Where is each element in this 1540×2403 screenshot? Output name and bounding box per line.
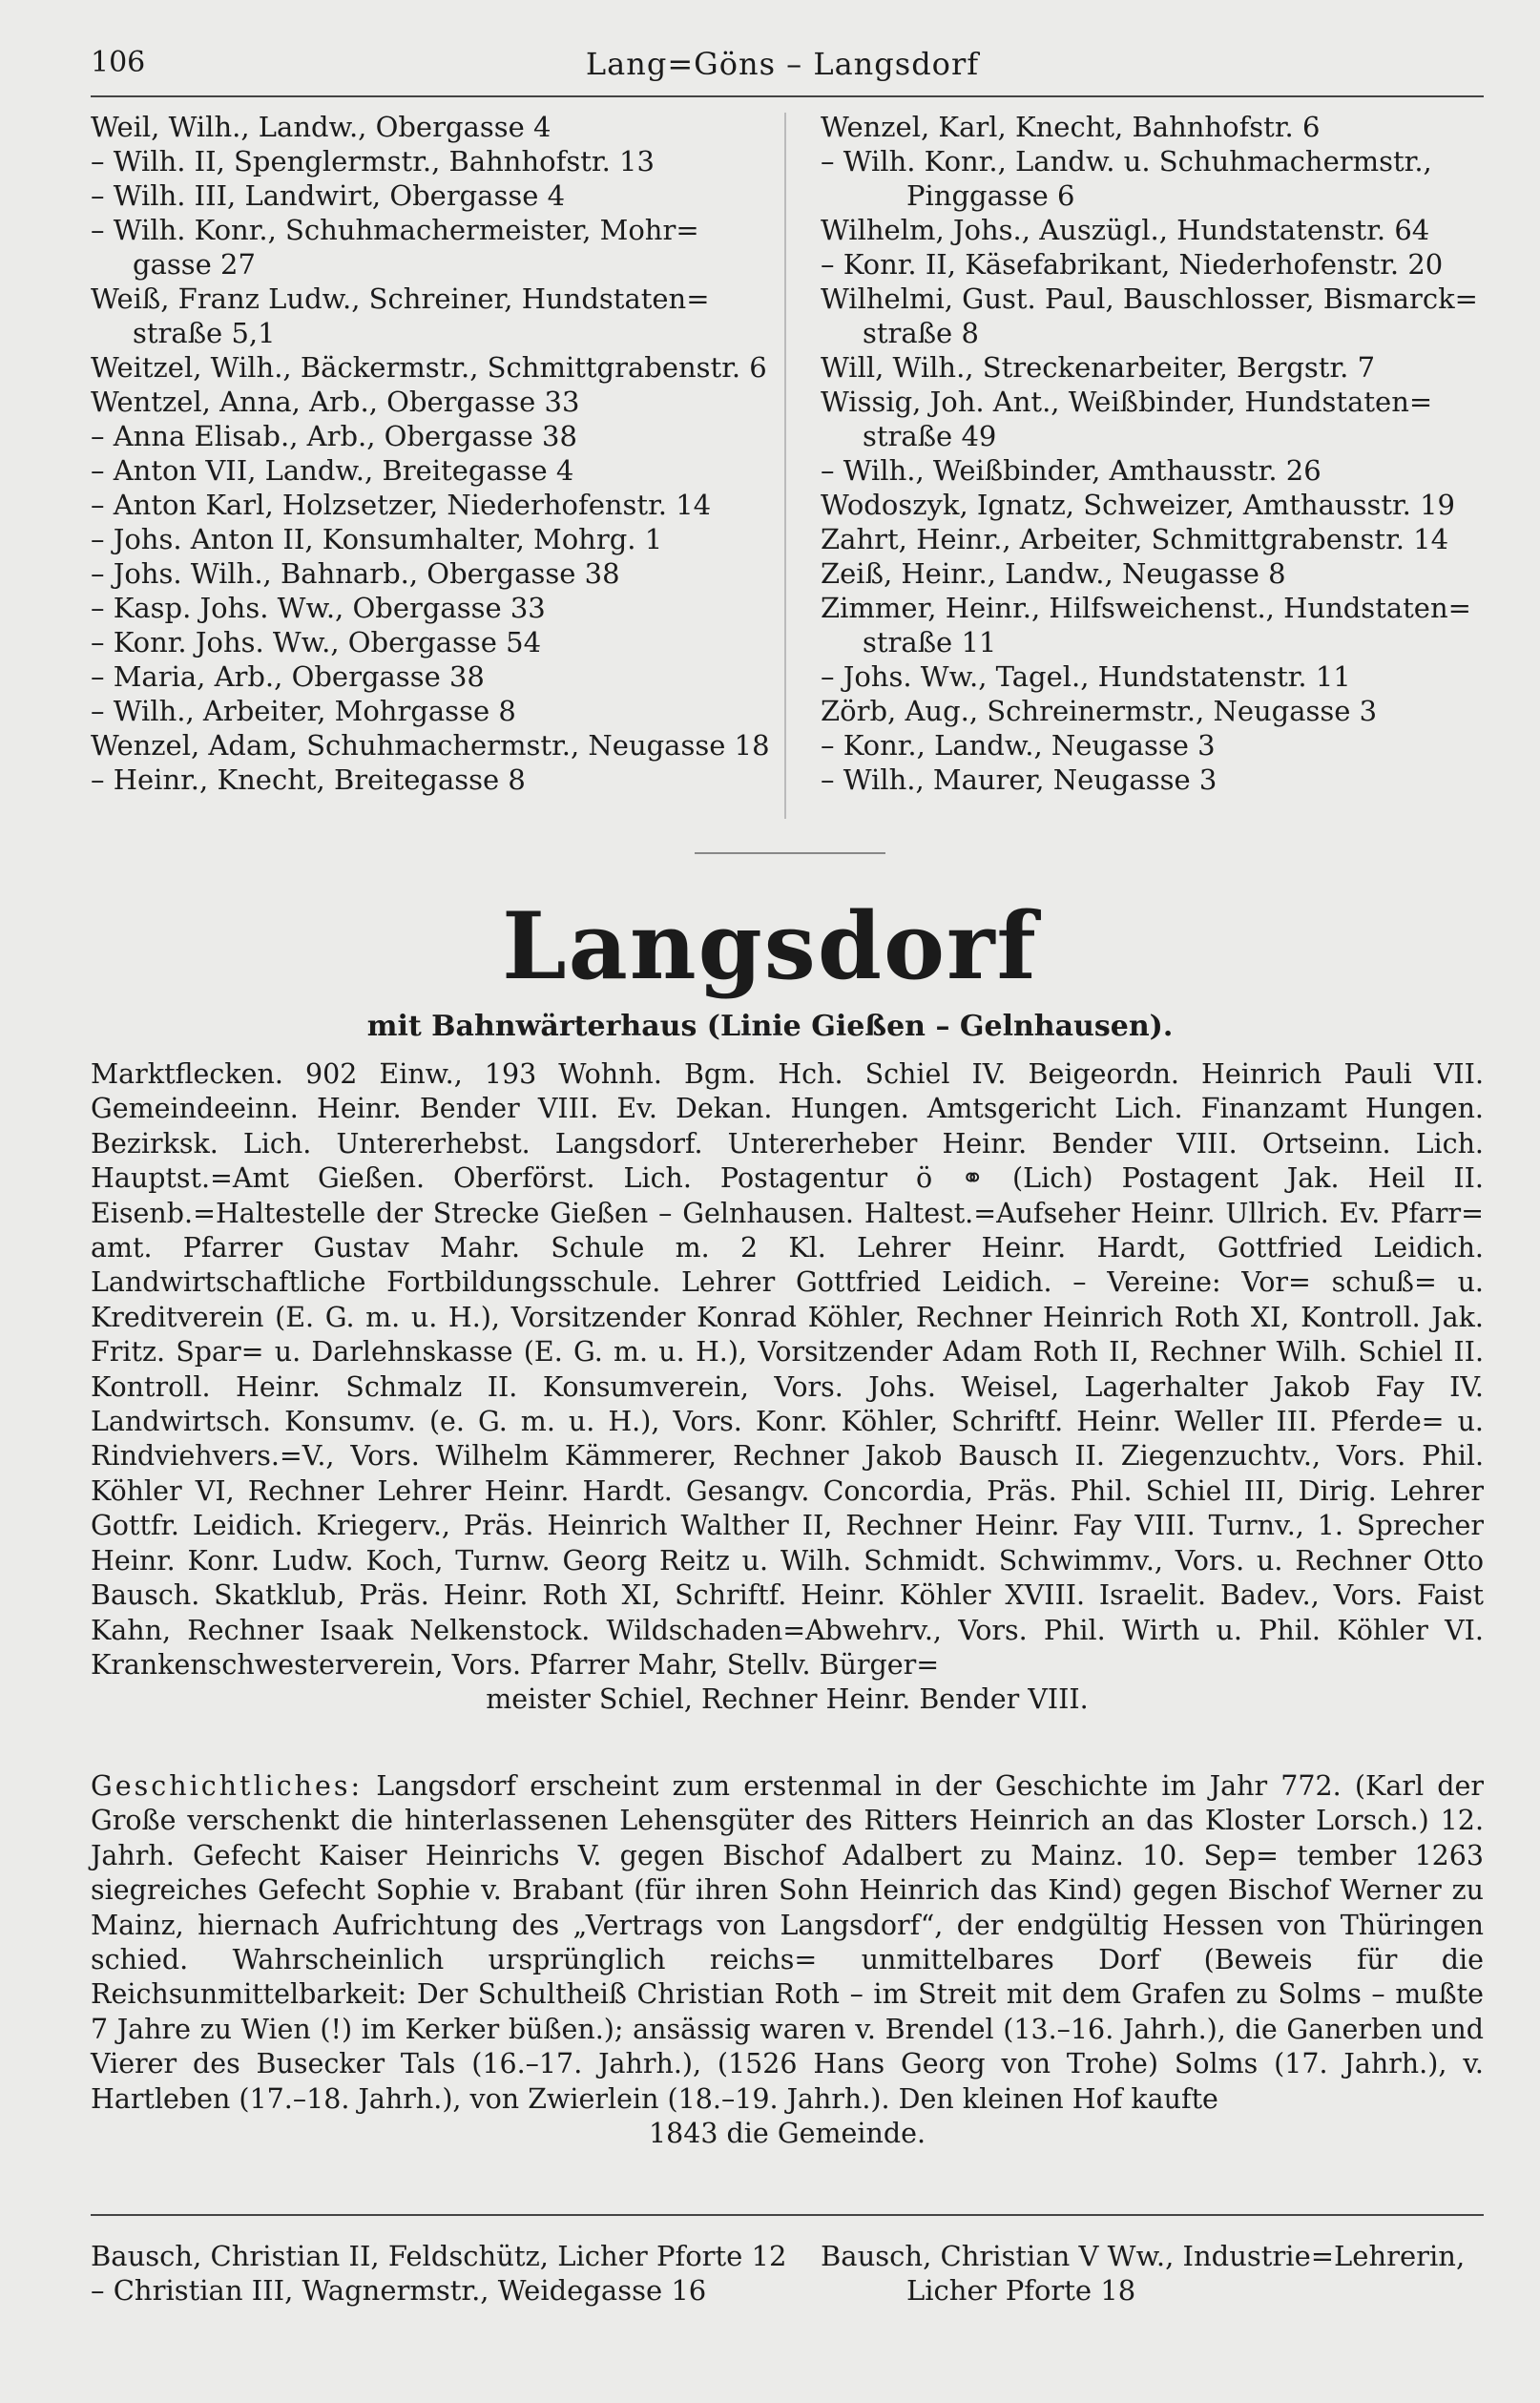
- list-item: – Maria, Arb., Obergasse 38: [91, 660, 485, 693]
- bottom-rule: [91, 2214, 1484, 2216]
- list-item: – Anton Karl, Holzsetzer, Niederhofenstr. 14: [91, 489, 712, 521]
- list-item: – Wilh. III, Landwirt, Obergasse 4: [91, 179, 566, 212]
- list-item: straße 8: [863, 317, 979, 349]
- section-divider: [695, 852, 885, 854]
- list-item: Zahrt, Heinr., Arbeiter, Schmittgrabenstr. 14: [821, 523, 1449, 555]
- list-item: Zörb, Aug., Schreinermstr., Neugasse 3: [821, 695, 1378, 727]
- running-head: Lang=Göns – Langsdorf: [585, 46, 980, 82]
- list-item: – Konr. Johs. Ww., Obergasse 54: [91, 626, 542, 658]
- list-item: Wenzel, Adam, Schuhmachermstr., Neugasse 18: [91, 729, 770, 762]
- list-item: Weiß, Franz Ludw., Schreiner, Hundstaten=: [91, 282, 710, 315]
- list-item: Wilhelm, Johs., Auszügl., Hundstatenstr. 64: [821, 214, 1430, 246]
- list-item: – Konr., Landw., Neugasse 3: [821, 729, 1216, 762]
- list-item: – Christian III, Wagnermstr., Weidegasse 16: [91, 2274, 707, 2307]
- page-header: [91, 46, 1474, 94]
- list-item: Wodoszyk, Ignatz, Schweizer, Amthausstr. 19: [821, 489, 1456, 521]
- list-item: Bausch, Christian V Ww., Industrie=Lehrerin,: [821, 2240, 1466, 2272]
- description-paragraph-end: meister Schiel, Rechner Heinr. Bender VIII.: [486, 1683, 1089, 1716]
- list-item: – Anton VII, Landw., Breitegasse 4: [91, 454, 574, 487]
- list-item: Wissig, Joh. Ant., Weißbinder, Hundstaten=: [821, 386, 1433, 418]
- list-item: straße 5,1: [133, 317, 276, 349]
- bottom-left-column: [91, 2239, 787, 2308]
- list-item: – Johs. Anton II, Konsumhalter, Mohrg. 1: [91, 523, 663, 555]
- list-item: Pinggasse 6: [906, 179, 1075, 212]
- section-subtitle: mit Bahnwärterhaus (Linie Gießen – Gelnhausen).: [366, 1010, 1174, 1043]
- right-column: [821, 110, 1488, 797]
- list-item: – Wilh., Arbeiter, Mohrgasse 8: [91, 695, 516, 727]
- list-item: Wentzel, Anna, Arb., Obergasse 33: [91, 386, 580, 418]
- history-paragraph-end: 1843 die Gemeinde.: [648, 2118, 926, 2150]
- list-item: straße 11: [863, 626, 997, 658]
- list-item: – Wilh. Konr., Schuhmachermeister, Mohr=: [91, 214, 699, 246]
- list-item: Weil, Wilh., Landw., Obergasse 4: [91, 111, 551, 143]
- list-item: – Wilh., Maurer, Neugasse 3: [821, 763, 1217, 796]
- history-label: Geschichtliches:: [91, 1770, 364, 1802]
- list-item: – Johs. Wilh., Bahnarb., Obergasse 38: [91, 557, 620, 590]
- list-item: gasse 27: [133, 248, 256, 281]
- list-item: – Anna Elisab., Arb., Obergasse 38: [91, 420, 577, 452]
- list-item: – Konr. II, Käsefabrikant, Niederhofenstr. 20: [821, 248, 1444, 281]
- list-item: Zimmer, Heinr., Hilfsweichenst., Hundstaten=: [821, 592, 1471, 624]
- left-column: [91, 110, 787, 797]
- list-item: Wenzel, Karl, Knecht, Bahnhofstr. 6: [821, 111, 1321, 143]
- list-item: – Wilh. II, Spenglermstr., Bahnhofstr. 13: [91, 145, 655, 178]
- description-paragraph: Marktflecken. 902 Einw., 193 Wohnh. Bgm. Hch. Schiel IV. Beigeordn. Heinrich Pauli VII. Gemeindeeinn. Heinr. Bender VIII. Ev. Dekan. Hungen. Amtsgericht Lich. Finanzamt Hungen. Bezirksk. Lich. Untererhebst. Langsdorf. Untererheber Heinr. Bender VIII. Ortseinn. Lich. Hauptst.=Amt Gießen. Oberförst. Lich. Postagentur ö ⚭ (Lich) Postagent Jak. Heil II. Eisenb.=Haltestelle der Strecke Gießen – Gelnhausen. Haltest.=Aufseher Heinr. Ullrich. Ev. Pfarr= amt. Pfarrer Gustav Mahr. Schule m. 2 Kl. Lehrer Heinr. Hardt, Gottfried Leidich. Landwirtschaftliche Fortbildungsschule. Lehrer Gottfried Leidich. – Vereine: Vor= schuß= u. Kreditverein (E. G. m. u. H.), Vorsitzender Konrad Köhler, Rechner Heinrich Roth XI, Kontroll. Jak. Fritz. Spar= u. Darlehnskasse (E. G. m. u. H.), Vorsitzender Adam Roth II, Rechner Wilh. Schiel II. Kontroll. Heinr. Schmalz II. Konsumverein, Vors. Johs. Weisel, Lagerhalter Jakob Fay IV. Landwirtsch. Konsumv. (e. G. m. u. H.), Vors. Konr. Köhler, Schriftf. Heinr. Weller III. Pferde= u. Rindviehvers.=V., Vors. Wilhelm Kämmerer, Rechner Jakob Bausch II. Ziegenzuchtv., Vors. Phil. Köhler VI, Rechner Lehrer Heinr. Hardt. Gesangv. Concordia, Präs. Phil. Schiel III, Dirig. Lehrer Gottfr. Leidich. Kriegerv., Präs. Heinrich Walther II, Rechner Heinr. Fay VIII. Turnv., 1. Sprecher Heinr. Konr. Ludw. Koch, Turnw. Georg Reitz u. Wilh. Schmidt. Schwimmv., Vors. u. Rechner Otto Bausch. Skatklub, Präs. Heinr. Roth XI, Schriftf. Heinr. Köhler XVIII. Israelit. Badev., Vors. Faist Kahn, Rechner Isaak Nelkenstock. Wildschaden=Abwehrv., Vors. Phil. Wirth u. Phil. Köhler VI. Krankenschwesterverein, Vors. Pfarrer Mahr, Stellv. Bürger=: [91, 1058, 1484, 1681]
- list-item: – Wilh., Weißbinder, Amthausstr. 26: [821, 454, 1321, 487]
- town-description: [91, 1057, 1484, 1718]
- page-number: 106: [91, 46, 146, 79]
- section-title: Langsdorf: [502, 892, 1038, 1000]
- bottom-right-column: [821, 2239, 1488, 2308]
- list-item: – Wilh. Konr., Landw. u. Schuhmachermstr.,: [821, 145, 1432, 178]
- list-item: Licher Pforte 18: [906, 2274, 1136, 2307]
- history-text: Langsdorf erscheint zum erstenmal in der Geschichte im Jahr 772. (Karl der Große verschenkt die hinterlassenen Lehensgüter des Ritters Heinrich an das Kloster Lorsch.) 12. Jahrh. Gefecht Kaiser Heinrichs V. gegen Bischof Adalbert zu Mainz. 10. Sep= tember 1263 siegreiches Gefecht Sophie v. Brabant (für ihren Sohn Heinrich das Kind) gegen Bischof Werner zu Mainz, hiernach Aufrichtung des „Vertrags von Langsdorf“, der endgültig Hessen von Thüringen schied. Wahrscheinlich ursprünglich reichs= unmittelbares Dorf (Beweis für die Reichsunmittelbarkeit: Der Schultheiß Christian Roth – im Streit mit dem Grafen zu Solms – mußte 7 Jahre zu Wien (!) im Kerker büßen.); ansässig waren v. Brendel (13.–16. Jahrh.), die Ganerben und Vierer des Busecker Tals (16.–17. Jahrh.), (1526 Hans Georg von Trohe) Solms (17. Jahrh.), v. Hartleben (17.–18. Jahrh.), von Zwierlein (18.–19. Jahrh.). Den kleinen Hof kaufte: [91, 1770, 1484, 2115]
- list-item: – Kasp. Johs. Ww., Obergasse 33: [91, 592, 546, 624]
- header-rule: [91, 95, 1484, 97]
- list-item: Wilhelmi, Gust. Paul, Bauschlosser, Bismarck=: [821, 282, 1478, 315]
- history-paragraph: [91, 1769, 1484, 2117]
- list-item: Weitzel, Wilh., Bäckermstr., Schmittgrabenstr. 6: [91, 351, 767, 384]
- list-item: Will, Wilh., Streckenarbeiter, Bergstr. 7: [821, 351, 1376, 384]
- list-item: Zeiß, Heinr., Landw., Neugasse 8: [821, 557, 1286, 590]
- list-item: Bausch, Christian II, Feldschütz, Licher Pforte 12: [91, 2240, 787, 2272]
- list-item: straße 49: [863, 420, 997, 452]
- history-section: [91, 1769, 1484, 2151]
- list-item: – Heinr., Knecht, Breitegasse 8: [91, 763, 526, 796]
- column-divider: [784, 113, 786, 819]
- list-item: – Johs. Ww., Tagel., Hundstatenstr. 11: [821, 660, 1351, 693]
